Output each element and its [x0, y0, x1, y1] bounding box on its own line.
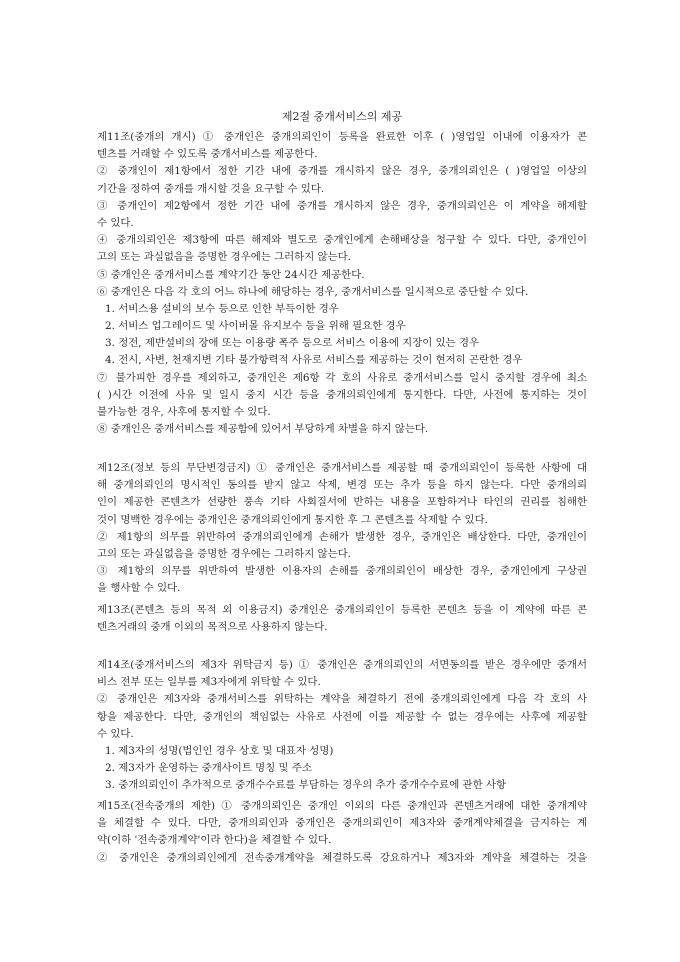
article-12: [97, 460, 587, 598]
list-item-line: 1. 제3자의 성명(법인인 경우 상호 및 대표자 성명): [105, 744, 334, 757]
text-line: 고의 또는 과실없음을 증명한 경우에는 그러하지 않는다.: [97, 251, 351, 264]
text-line: 제11조(중개의 개시) ① 중개인은 중개의뢰인이 등록을 완료한 이후 ( )영업일 이내에 이용자가 콘: [97, 131, 587, 143]
list-item-line: 4. 전시, 사변, 천재지변 기타 불가항력적 사유로 서비스를 제공하는 것이 현저히 곤란한 경우: [105, 354, 523, 367]
text-line: 을 행사할 수 있다.: [97, 582, 181, 595]
text-line: ④ 중개의뢰인은 제3항에 따른 해제와 별도로 중개인에게 손해배상을 청구할 수 있다. 다만, 중개인이: [97, 234, 587, 247]
text-line: 제14조(중개서비스의 제3자 위탁금지 등) ① 중개인은 중개의뢰인의 서면동의를 받은 경우에만 중개서: [97, 659, 587, 671]
text-line: ② 제1항의 의무를 위반하여 중개의뢰인에게 손해가 발생한 경우, 중개인은 배상한다. 다만, 중개인이: [97, 530, 587, 543]
text-line: 제13조(콘텐츠 등의 목적 외 이용금지) 중개인은 중개의뢰인이 등록한 콘텐츠 등을 이 계약에 따른 콘: [97, 604, 587, 616]
text-line: 것이 명백한 경우에는 중개인은 중개의뢰인에게 통지한 후 그 콘텐츠를 삭제할 수 있다.: [97, 513, 488, 526]
text-line: 기간을 정하여 중개를 개시할 것을 요구할 수 있다.: [97, 182, 325, 195]
text-line: 수 있다.: [97, 216, 134, 229]
text-line: 제12조(정보 등의 무단변경금지) ① 중개인은 중개서비스를 제공할 때 중개의뢰인이 등록한 사항에 대: [97, 462, 587, 474]
text-line: 을 체결할 수 있다. 다만, 중개의뢰인과 중개인은 중개의뢰인이 제3자와 중개계약체결을 금지하는 계: [97, 817, 587, 830]
article-15: [97, 798, 587, 867]
list-item-line: 2. 서비스 업그레이드 및 사이버몰 유지보수 등을 위해 필요한 경우: [105, 320, 406, 333]
text-line: 텐츠를 거래할 수 있도록 중개서비스를 제공한다.: [97, 148, 318, 161]
text-line: ③ 제1항의 의무를 위반하여 발생한 이용자의 손해를 중개의뢰인이 배상한 경우, 중개인에게 구상권: [97, 565, 587, 578]
text-line: ⑤ 중개인은 중개서비스를 계약기간 동안 24시간 제공한다.: [97, 268, 365, 281]
text-line: 고의 또는 과실없음을 증명한 경우에는 그러하지 않는다.: [97, 547, 351, 560]
text-line: ② 중개인은 제3자와 중개서비스를 위탁하는 계약을 체결하기 전에 중개의뢰인에게 다음 각 호의 사: [97, 693, 587, 706]
text-line: ⑥ 중개인은 다음 각 호의 어느 하나에 해당하는 경우, 중개서비스를 일시적으로 중단할 수 있다.: [97, 285, 529, 298]
text-line: 수 있다.: [97, 727, 134, 740]
text-line: ③ 중개인이 제2항에서 정한 기간 내에 중개를 개시하지 않은 경우, 중개의뢰인은 이 계약을 해제할: [97, 199, 587, 212]
section-title: 제2절 중개서비스의 제공: [281, 110, 403, 123]
text-line: 항을 제공한다. 다만, 중개인의 책임없는 사유로 사전에 이를 제공할 수 없는 경우에는 사후에 제공할: [97, 710, 587, 723]
text-line: ( )시간 이전에 사유 및 일시 중지 시간 등을 중개의뢰인에게 통지한다. 다만, 사전에 통지하는 것이: [97, 388, 587, 401]
text-line: 약(이하 '전속중개계약'이라 한다)을 체결할 수 있다.: [97, 834, 332, 847]
list-item-line: 1. 서비스용 설비의 보수 등으로 인한 부득이한 경우: [105, 302, 339, 315]
article-13: [97, 602, 587, 636]
text-line: ② 중개인은 중개의뢰인에게 전속중개계약을 체결하도록 강요하거나 제3자와 계약을 체결하는 것을: [97, 851, 587, 864]
article-14: [97, 657, 587, 795]
article-11: [97, 129, 587, 438]
text-line: ⑦ 불가피한 경우를 제외하고, 중개인은 제6항 각 호의 사유로 중개서비스를 일시 중지할 경우에 최소: [97, 371, 587, 384]
text-line: 불가능한 경우, 사후에 통지할 수 있다.: [97, 406, 271, 418]
list-item-line: 2. 제3자가 운영하는 중개사이트 명칭 및 주소: [105, 762, 312, 775]
text-line: ② 중개인이 제1항에서 정한 기간 내에 중개를 개시하지 않은 경우, 중개의뢰인은 ( )영업일 이상의: [97, 165, 587, 178]
list-item-line: 3. 중개의뢰인이 추가적으로 중개수수료를 부담하는 경우의 추가 중개수수료에 관한 사항: [105, 779, 506, 792]
text-line: 인이 제공한 콘텐츠가 선량한 풍속 기타 사회질서에 반하는 내용을 포함하거나 타인의 권리를 침해한: [97, 496, 587, 509]
text-line: 해 중개의뢰인의 명시적인 동의를 받지 않고 삭제, 변경 또는 추가 등을 하지 않는다. 다만 중개의뢰: [97, 479, 587, 492]
text-line: 비스 전부 또는 일부를 제3자에게 위탁할 수 있다.: [97, 676, 321, 689]
list-item-line: 3. 정전, 제반설비의 장애 또는 이용량 폭주 등으로 서비스 이용에 지장이 있는 경우: [105, 337, 480, 350]
text-line: 제15조(전속중개의 제한) ① 중개의뢰인은 중개인 이외의 다른 중개인과 콘텐츠거래에 대한 중개계약: [97, 800, 587, 812]
text-line: ⑧ 중개인은 중개서비스를 제공함에 있어서 부당하게 차별을 하지 않는다.: [97, 423, 429, 436]
text-line: 텐츠거래의 중개 이외의 목적으로 사용하지 않는다.: [97, 621, 328, 634]
